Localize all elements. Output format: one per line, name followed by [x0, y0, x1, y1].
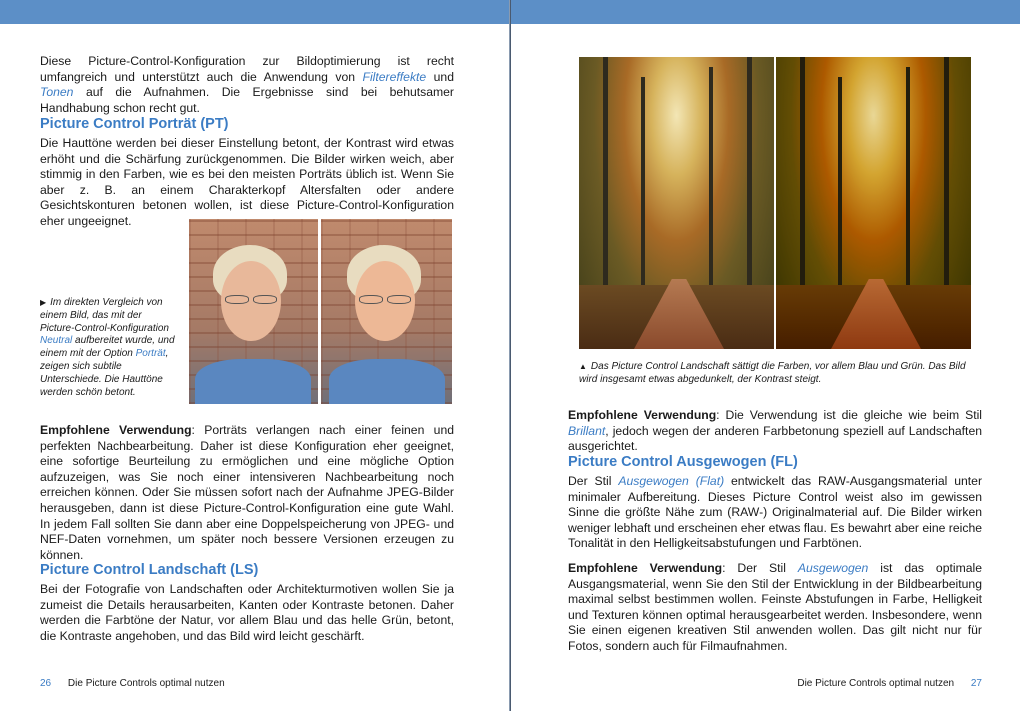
flat-usage-paragraph: Empfohlene Verwendung: Der Stil Ausgewogen ist das optimale Ausgangsmaterial, wenn Sie den Stil der Entwicklung in der Bildbearbeitung maximal selbst bestimmen wollen. Feinste Abstufungen in Farbe, Helligkeit und Texturen können optimal herausgearbeitet werden. Insbesondere, wenn Sie einen eigenen kreativen Stil anwenden wollen. Das gilt nicht nur für Fotos, sondern auch für Filmaufnahmen. — [568, 561, 982, 653]
portraet-link[interactable]: Porträt — [135, 348, 166, 360]
portrait-caption: ▶ Im direkten Vergleich von einem Bild, das mit der Picture-Control-Konfiguration Neutral aufbereitet wurde, und einem mit der Option Porträt, zeigen sich subtile Unterschiede. Die Hauttöne werden schön betont. — [40, 297, 175, 398]
portrait-paragraph: Die Hauttöne werden bei dieser Einstellung betont, der Kontrast wird etwas erhöht und die Schärfung zurückgenommen. Die Bilder wirken weich, aber stimmig in den Farben, wie es bei den meisten Porträts üblich ist. Wenn Sie aber z. B. an einem Charakterkopf Altersfalten oder andere Gesichtskonturen betonen wollen, ist diese Picture-Control-Konfiguration eher ungeeignet. — [40, 136, 454, 228]
filtereffekte-link[interactable]: Filtereffekte — [362, 69, 427, 84]
intro-paragraph: Diese Picture-Control-Konfiguration zur Bildoptimierung ist recht umfangreich und unterstützt auch die Anwendung von Filtereffekte und Tonen auf die Aufnahmen. Die Ergebnisse sind bei behutsamer Handhabung schon recht gut. — [40, 54, 454, 115]
caption-arrow-icon: ▲ — [579, 362, 587, 371]
flat-paragraph: Der Stil Ausgewogen (Flat) entwickelt das RAW-Ausgangsmaterial unter minimaler Aufbereitung. Dieses Picture Control weist also im gewissen Sinne die größte Nähe zum (RAW-) Originalmaterial auf. Die Bilder wirken weniger lebhaft und erscheinen eher etwas flau. Es bewahrt aber eine reiche Tonalität in den Helligkeitsabstufungen und Farbtönen. — [568, 474, 982, 551]
forest-photo-before — [579, 57, 774, 349]
top-bar — [511, 0, 1020, 24]
portrait-photo-portrait — [321, 219, 452, 404]
caption-arrow-icon: ▶ — [40, 298, 47, 307]
portrait-photo-neutral — [189, 219, 318, 404]
neutral-link[interactable]: Neutral — [40, 335, 73, 347]
footer-title-left: Die Picture Controls optimal nutzen — [67, 678, 225, 689]
tonen-link[interactable]: Tonen — [40, 85, 74, 100]
right-page — [511, 0, 1020, 711]
portrait-usage-paragraph: Empfohlene Verwendung: Porträts verlangen nach einer feinen und perfekten Nachbearbeitung. Daher ist diese Konfiguration eher geeignet, eine sofortige Beurteilung zu ermöglichen und eine mögliche Option aufzuzeigen, was Sie noch einer intensiveren Nachbearbeitung noch erreichen können. Oder Sie müssen sofort nach der Aufnahme JPEG-Bilder herausgeben, dann ist diese Picture-Control-Konfiguration eine gute Wahl. In jedem Fall sollten Sie dann aber eine Doppelspeicherung von JPEG- und NEF-Daten vornehmen, um später noch bessere Versionen erzeugen zu können. — [40, 423, 455, 562]
landscape-caption: ▲ Das Picture Control Landschaft sättigt die Farben, vor allem Blau und Grün. Das Bild wird insgesamt etwas abgedunkelt, der Kontrast steigt. — [579, 361, 966, 385]
page-number-left: 26 — [40, 678, 52, 689]
heading-portrait: Picture Control Porträt (PT) — [40, 116, 229, 132]
ausgewogen-link[interactable]: Ausgewogen — [797, 561, 869, 575]
landscape-usage-paragraph: Empfohlene Verwendung: Die Verwendung ist die gleiche wie beim Stil Brillant, jedoch wegen der anderen Farbbetonung speziell auf Landschaften ausgerichtet. — [568, 408, 983, 454]
ausgewogen-flat-link[interactable]: Ausgewogen (Flat) — [618, 474, 725, 488]
brillant-link[interactable]: Brillant — [568, 423, 606, 438]
heading-flat: Picture Control Ausgewogen (FL) — [568, 454, 798, 470]
right-footer — [797, 678, 982, 689]
top-bar — [0, 0, 509, 24]
heading-landscape: Picture Control Landschaft (LS) — [40, 562, 259, 578]
footer-title-right: Die Picture Controls optimal nutzen — [797, 678, 955, 689]
left-footer — [40, 678, 225, 689]
page-number-right: 27 — [970, 678, 982, 689]
forest-photo-landscape — [776, 57, 971, 349]
landscape-paragraph: Bei der Fotografie von Landschaften oder Architekturmotiven wollen Sie ja zumeist die Details herausarbeiten, Kanten oder Kontraste betonen. Daher werden die Farbtöne der Natur, vor allem Blau und das helle Grün, betont, die Kontraste angehoben, und das Bild wird leicht geschärft. — [40, 582, 454, 643]
